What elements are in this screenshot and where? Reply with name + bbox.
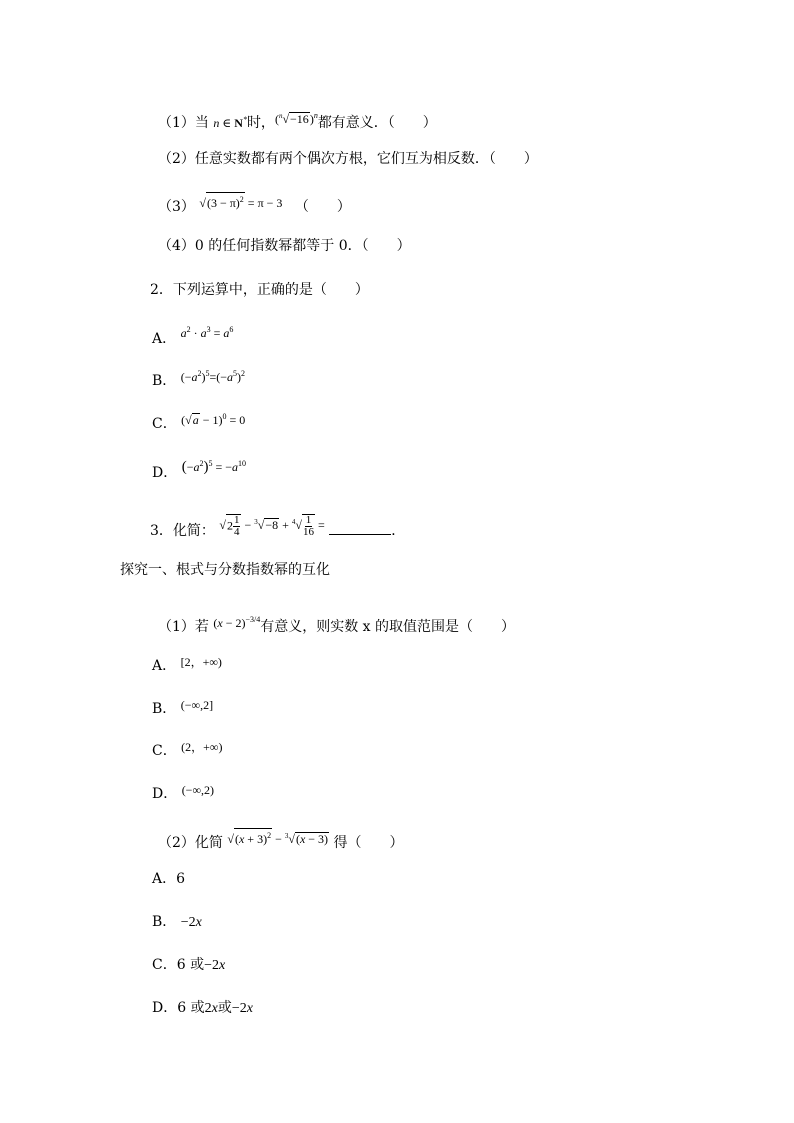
option-label: B．: [152, 373, 177, 389]
question-3-prefix: 3．化简：: [150, 523, 215, 539]
explore-1-option-c-math: (2，+∞): [181, 740, 223, 754]
statement-1-prefix: （1）当: [158, 115, 209, 131]
explore-2-option-b: [152, 912, 202, 933]
statement-3: [158, 192, 351, 217]
explore-1-option-a-math: [2，+∞): [180, 655, 222, 669]
question-2-option-d: [152, 454, 246, 483]
option-d-math-1: 2x: [204, 1001, 218, 1016]
question-2-option-c: [152, 407, 245, 434]
option-d-text: 6 或: [177, 1000, 205, 1016]
option-label: C．: [152, 416, 177, 432]
statement-4: [158, 236, 411, 256]
statement-3-math: $√(3 - \pi)^2 = \pi - 3$: [199, 192, 282, 213]
question-2-option-a: [152, 320, 233, 349]
question-2-stem: [150, 280, 369, 300]
explore-2-option-d: [152, 998, 253, 1019]
statement-4-text: （4）0 的任何指数幂都等于 0．（ ）: [158, 238, 411, 254]
section-title-text: 探究一、根式与分数指数幂的互化: [120, 562, 330, 578]
option-c-math: −2x: [204, 958, 226, 973]
question-3-math: √2 $\frac{1}{4}$ − $^3$√−8 + $^4$√ $\frac{1}{16}$ =: [219, 513, 325, 538]
explore-1-math: $(x - 2)^{-3/4}$: [213, 615, 261, 630]
question-3-suffix: ．: [391, 523, 406, 539]
option-label: D．: [152, 1000, 178, 1016]
option-label: A．: [152, 331, 177, 347]
statement-3-suffix: （ ）: [294, 199, 351, 215]
explore-1-option-d-math: (−∞,2): [181, 783, 215, 797]
option-label: B．: [152, 701, 177, 717]
explore-1-stem: [158, 610, 515, 637]
statement-1: [158, 106, 437, 133]
option-label: A．: [152, 658, 177, 674]
option-d-math-2: −2x: [231, 1001, 253, 1016]
option-b-math: $(-a^2)^5=(-a^5)^2$: [180, 369, 246, 384]
explore-1-option-b: [152, 695, 213, 719]
option-d-text2: 或: [217, 1000, 232, 1016]
option-label: B．: [152, 914, 177, 930]
explore-1-option-d: [152, 780, 214, 804]
statement-1-math-root: $(^n√-16)^n$: [274, 111, 318, 126]
answer-blank: [329, 520, 391, 535]
option-label: C．: [152, 743, 177, 759]
explore-1-suffix: 有意义，则实数 x 的取值范围是（ ）: [260, 619, 515, 635]
option-a-text: 6: [176, 871, 186, 887]
explore-2-option-c: [152, 955, 225, 976]
statement-3-prefix: （3）: [158, 199, 195, 215]
option-c-text: 6 或: [176, 957, 205, 973]
explore-1-option-c: [152, 737, 223, 761]
explore-1-option-a: [152, 652, 222, 676]
statement-1-mid: 时，: [246, 115, 275, 131]
question-2-stem-text: 2．下列运算中，正确的是（ ）: [150, 282, 369, 298]
question-3: [150, 512, 405, 541]
statement-2: [158, 149, 538, 169]
option-a-math: $a^2 \cdot a^3 = a^6$: [180, 325, 234, 340]
option-label: D．: [152, 465, 178, 481]
explore-2-prefix: （2）化简: [158, 835, 223, 851]
explore-2-math: $√(x + 3)^2 - ^3√(x - 3)$: [227, 826, 329, 849]
option-label: C．: [152, 957, 177, 973]
explore-2-stem: [158, 826, 403, 853]
explore-2-option-a: [152, 869, 185, 889]
option-b-math: −2x: [180, 915, 202, 930]
explore-2-suffix: 得（ ）: [333, 835, 404, 851]
option-label: A．: [152, 871, 177, 887]
statement-2-text: （2）任意实数都有两个偶次方根，它们互为相反数．（ ）: [158, 151, 538, 167]
question-2-option-b: [152, 364, 245, 391]
option-label: D．: [152, 786, 178, 802]
section-title: [120, 560, 330, 580]
explore-1-option-b-math: (−∞,2]: [180, 698, 214, 712]
explore-1-prefix: （1）若: [158, 619, 209, 635]
statement-1-math-n: n ∈ N*: [213, 115, 247, 130]
option-d-math: $(-a^2)^5 = -a^{10}$: [181, 459, 247, 475]
statement-1-suffix: 都有意义．（ ）: [317, 115, 437, 131]
option-c-math: $(√a - 1)^0 = 0$: [181, 412, 246, 427]
